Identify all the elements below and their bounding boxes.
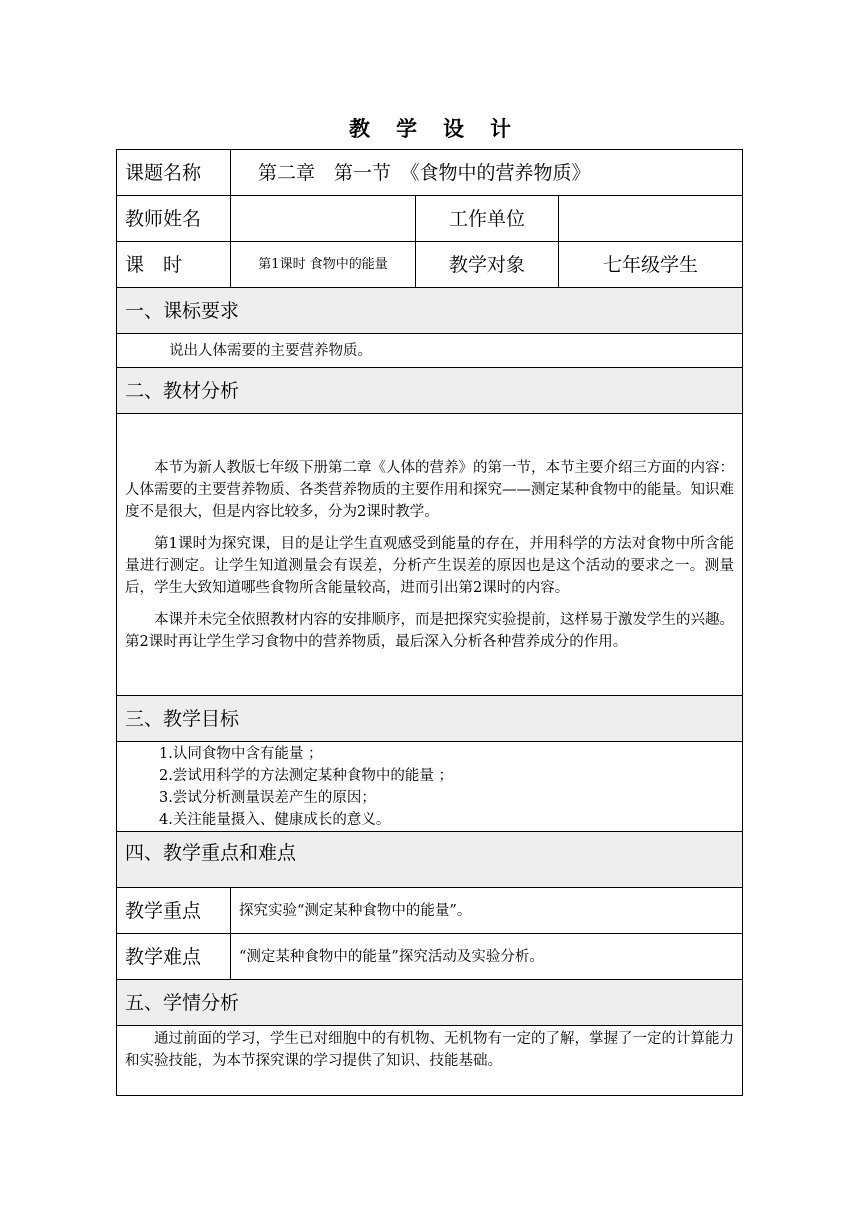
section-heading-curriculum: 一、课标要求 xyxy=(117,288,743,334)
audience-label: 教学对象 xyxy=(416,242,559,288)
material-paragraph: 本课并未完全依照教材内容的安排顺序，而是把探究实验提前，这样易于激发学生的兴趣。第2课时再让学生学习食物中的营养物质，最后深入分析各种营养成分的作用。 xyxy=(125,611,735,650)
key-point-value: 探究实验“测定某种食物中的能量”。 xyxy=(231,888,743,934)
lesson-design-table xyxy=(116,149,743,1096)
key-point-label: 教学重点 xyxy=(117,888,231,934)
page-title: 教学设计 xyxy=(349,117,537,141)
material-paragraph: 本节为新人教版七年级下册第二章《人体的营养》的第一节，本节主要介绍三方面的内容：人体需要的主要营养物质、各类营养物质的主要作用和探究——测定某种食物中的能量。知识难度不是很大，但是内容比较多，分为2课时教学。 xyxy=(125,459,735,520)
period-row xyxy=(117,242,743,288)
section-heading-material: 二、教材分析 xyxy=(117,368,743,414)
teacher-label: 教师姓名 xyxy=(117,196,231,242)
topic-label: 课题名称 xyxy=(117,150,231,196)
curriculum-text: 说出人体需要的主要营养物质。 xyxy=(117,334,743,368)
objective-item: 2.尝试用科学的方法测定某种食物中的能量 ； xyxy=(159,767,453,784)
objectives-list xyxy=(117,742,743,832)
difficulty-value: “测定某种食物中的能量”探究活动及实验分析。 xyxy=(231,934,743,980)
learner-analysis xyxy=(117,1026,743,1096)
section-heading-learner-analysis: 五、学情分析 xyxy=(117,980,743,1026)
audience-value: 七年级学生 xyxy=(559,242,743,288)
material-paragraph: 第1课时为探究课，目的是让学生直观感受到能量的存在，并用科学的方法对食物中所含能量进行测定。让学生知道测量会有误差，分析产生误差的原因也是这个活动的要求之一。测量后，学生大致知道哪些食物所含能量较高，进而引出第2课时的内容。 xyxy=(125,535,735,596)
section-heading-objectives: 三、教学目标 xyxy=(117,696,743,742)
teacher-value xyxy=(231,196,416,242)
material-analysis xyxy=(117,414,743,696)
unit-label: 工作单位 xyxy=(416,196,559,242)
unit-value xyxy=(559,196,743,242)
difficulty-label: 教学难点 xyxy=(117,934,231,980)
learner-analysis-text: 通过前面的学习，学生已对细胞中的有机物、无机物有一定的了解，掌握了一定的计算能力和实验技能，为本节探究课的学习提供了知识、技能基础。 xyxy=(125,1031,735,1069)
period-value: 第1课时 食物中的能量 xyxy=(231,242,416,288)
teacher-row xyxy=(117,196,743,242)
topic-value: 第二章 第一节 《食物中的营养物质》 xyxy=(231,150,743,196)
period-label: 课 时 xyxy=(117,242,231,288)
objective-item: 4.关注能量摄入、健康成长的意义。 xyxy=(159,811,391,828)
topic-row xyxy=(117,150,743,196)
objective-item: 1.认同食物中含有能量 ； xyxy=(159,745,323,762)
objective-item: 3.尝试分析测量误差产生的原因； xyxy=(159,789,376,806)
section-heading-key-points: 四、教学重点和难点 xyxy=(117,832,743,888)
